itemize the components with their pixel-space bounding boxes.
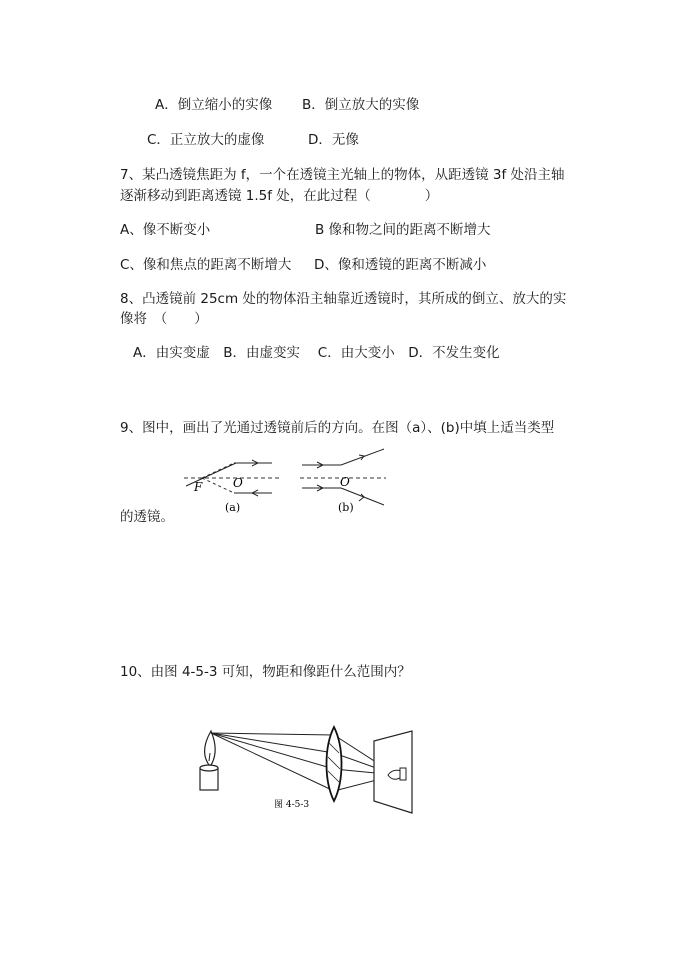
center-label-a: O bbox=[233, 476, 243, 490]
candle-flame bbox=[205, 731, 215, 765]
ray-3 bbox=[211, 733, 334, 769]
center-label-b: O bbox=[340, 475, 350, 489]
q6-option-b: B．倒立放大的实像 bbox=[302, 97, 420, 113]
q7-option-b: B 像和物之间的距离不断增大 bbox=[315, 222, 491, 238]
q7-stem-line1: 7、某凸透镜焦距为 f，一个在透镜主光轴上的物体，从距透镜 3f 处沿主轴 bbox=[120, 167, 565, 183]
ray-2 bbox=[211, 733, 334, 753]
ray-lower-dashed bbox=[202, 478, 234, 493]
q6-option-d: D．无像 bbox=[308, 132, 359, 148]
q8-stem-line2: 像将 （ ） bbox=[120, 311, 208, 327]
ray-4 bbox=[211, 733, 334, 791]
ray-upper-dashed bbox=[202, 463, 234, 478]
q7-option-c: C、像和焦点的距离不断增大 bbox=[120, 257, 292, 273]
q6-option-a: A．倒立缩小的实像 bbox=[155, 97, 273, 113]
figure-b bbox=[296, 455, 391, 515]
q7-option-a: A、像不断变小 bbox=[120, 222, 211, 238]
candle-top bbox=[200, 765, 218, 771]
q10-stem: 10、由图 4-5-3 可知，物距和像距什么范围内？ bbox=[120, 664, 411, 680]
figure-a bbox=[180, 455, 290, 515]
q8-options: A．由实变虚 B．由虚变实 C．由大变小 D．不发生变化 bbox=[133, 345, 500, 361]
ray-1 bbox=[211, 733, 334, 735]
q8-stem-line1: 8、凸透镜前 25cm 处的物体沿主轴靠近透镜时，其所成的倒立、放大的实 bbox=[120, 291, 567, 307]
q9-stem-line1: 9、图中，画出了光通过透镜前后的方向。在图（a）、(b)中填上适当类型 bbox=[120, 420, 555, 436]
ray-upper-out-b bbox=[341, 449, 384, 465]
figure-caption: 图 4-5-3 bbox=[274, 800, 310, 810]
q7-stem-line2: 逐渐移动到距离透镜 1.5f 处，在此过程（ ） bbox=[120, 188, 439, 204]
image-candle bbox=[400, 768, 406, 780]
q6-option-c: C．正立放大的虚像 bbox=[147, 132, 265, 148]
focus-label: F bbox=[194, 480, 203, 494]
figure-a-caption: (a) bbox=[225, 501, 241, 514]
q9-stem-line2: 的透镜。 bbox=[120, 509, 174, 525]
figure-b-caption: (b) bbox=[338, 501, 354, 514]
q7-option-d: D、像和透镜的距离不断减小 bbox=[314, 257, 487, 273]
figure-4-5-3 bbox=[190, 725, 430, 820]
